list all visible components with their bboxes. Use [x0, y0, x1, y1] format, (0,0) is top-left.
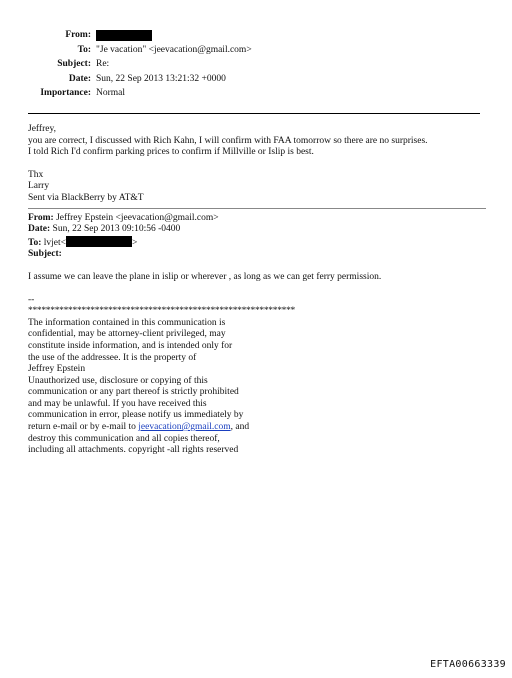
quoted-date	[28, 224, 488, 236]
quoted-date-value: Sun, 22 Sep 2013 09:10:56 -0400	[52, 224, 181, 235]
reply-thanks: Thx	[28, 169, 44, 180]
quoted-subject	[28, 249, 488, 261]
quoted-date-label: Date:	[28, 224, 51, 235]
subject-label: Subject:	[57, 59, 91, 69]
from-value	[96, 30, 152, 44]
header-importance-row	[0, 88, 512, 103]
quoted-from-label: From:	[28, 212, 54, 223]
quoted-to-prefix: lvjet<	[43, 237, 67, 248]
disclaimer-line: communication in error, please notify us immediately by	[28, 410, 244, 421]
header-to-row	[0, 45, 512, 60]
to-value: "Je vacation" <jeevacation@gmail.com>	[96, 44, 252, 55]
email-link[interactable]: jeevacation@gmail.com	[138, 422, 231, 433]
disclaimer-line: destroy this communication and all copies thereof,	[28, 433, 220, 444]
disclaimer-line: The information contained in this communication is	[28, 317, 226, 328]
reply-line: you are correct, I discussed with Rich Kahn, I will confirm with FAA tomorrow so there are no surprises.	[28, 135, 428, 146]
signature-stars: ************************************************************	[28, 306, 296, 317]
return-suffix: , and	[230, 422, 250, 433]
quoted-from-value: Jeffrey Epstein <jeevacation@gmail.com>	[56, 212, 219, 223]
quoted-subject-label: Subject:	[28, 249, 62, 260]
from-label: From:	[65, 30, 91, 40]
disclaimer-line: the use of the addressee. It is the property of	[28, 352, 197, 363]
subject-value: Re:	[96, 59, 110, 69]
to-label: To:	[77, 44, 91, 55]
quoted-message: I assume we can leave the plane in islip or wherever , as long as we can get ferry permission.	[28, 271, 382, 282]
quoted-to-suffix: >	[132, 237, 138, 248]
header-from-row	[0, 30, 512, 45]
return-prefix: return e-mail or by e-mail to	[28, 422, 139, 433]
disclaimer-line: Jeffrey Epstein	[28, 364, 86, 375]
reply-greeting: Jeffrey,	[28, 124, 56, 134]
email-header	[0, 30, 512, 103]
disclaimer-line: including all attachments. copyright -all rights reserved	[28, 445, 239, 456]
header-date-row	[0, 74, 512, 89]
signature-dashes: --	[28, 294, 35, 305]
disclaimer-line: and may be unlawful. If you have received this	[28, 398, 207, 409]
disclaimer-line: confidential, may be attorney-client privileged, may	[28, 329, 226, 340]
date-value: Sun, 22 Sep 2013 13:21:32 +0000	[96, 73, 226, 84]
disclaimer-line: constitute inside information, and is intended only for	[28, 340, 233, 351]
disclaimer-line: communication or any part thereof is strictly prohibited	[28, 387, 239, 398]
date-label: Date:	[68, 73, 91, 84]
email-body	[28, 124, 488, 457]
reply-sender-name: Larry	[28, 181, 50, 192]
reply-sent-via: Sent via BlackBerry by AT&T	[28, 192, 144, 203]
importance-value: Normal	[96, 88, 126, 98]
disclaimer-line	[28, 422, 488, 434]
reply-line: I told Rich I'd confirm parking prices to confirm if Millville or Islip is best.	[28, 147, 314, 158]
disclaimer-line: Unauthorized use, disclosure or copying of this	[28, 375, 208, 386]
quoted-from	[28, 213, 488, 225]
redaction-block	[66, 236, 132, 247]
document-id: EFTA00663339	[430, 659, 506, 670]
quote-divider	[28, 208, 486, 209]
header-divider	[28, 113, 480, 114]
redaction-block	[96, 30, 152, 41]
quoted-to	[28, 236, 488, 250]
quoted-to-label: To:	[28, 237, 42, 248]
importance-label: Importance:	[40, 88, 91, 98]
header-subject-row	[0, 59, 512, 74]
